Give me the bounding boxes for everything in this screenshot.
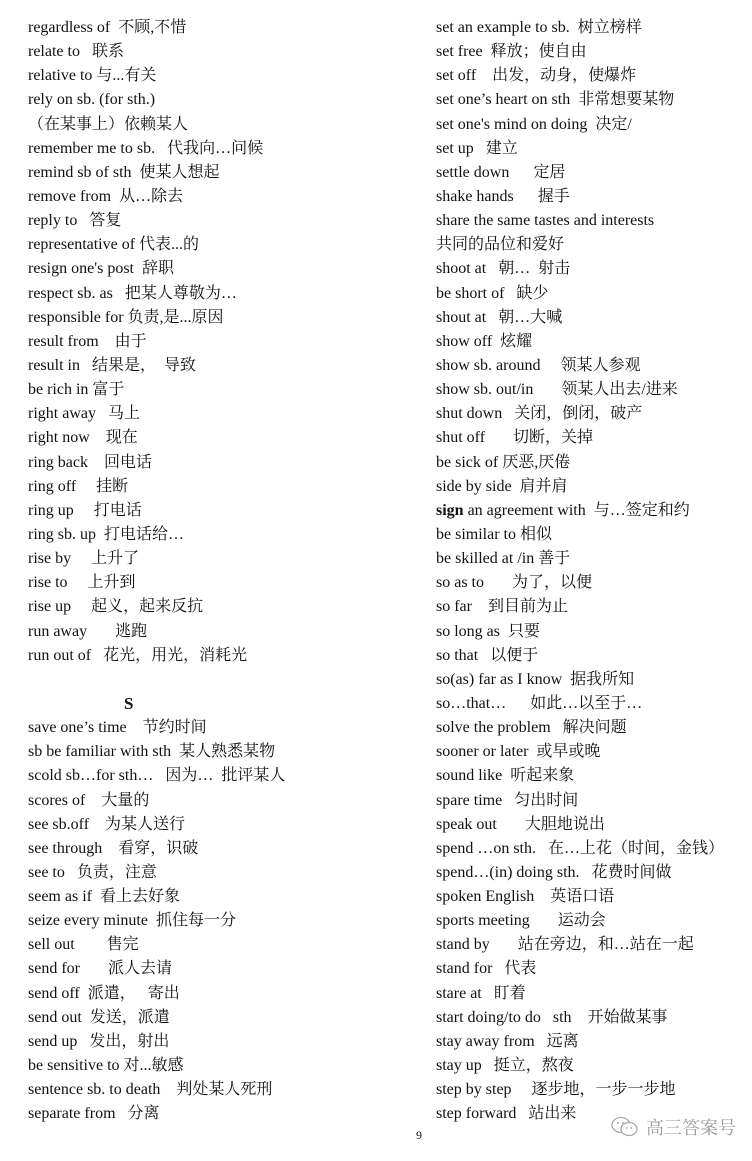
phrase-entry: remind sb of sth 使某人想起 <box>28 163 220 181</box>
phrase-entry: separate from 分离 <box>28 1105 160 1123</box>
phrase-entry: set up 建立 <box>436 139 518 157</box>
phrase-entry <box>28 668 358 692</box>
phrase-entry: speak out 大胆地说出 <box>436 815 605 833</box>
phrase-entry: set one's mind on doing 决定/ <box>436 115 632 133</box>
phrase-entry: send for 派人去请 <box>28 960 172 978</box>
phrase-entry: spend …on sth. 在…上花（时间，金钱） <box>436 839 725 857</box>
phrase-entry: save one’s time 节约时间 <box>28 719 207 737</box>
phrase-entry: share the same tastes and interests <box>436 212 655 230</box>
phrase-entry: sound like 听起来象 <box>436 767 575 785</box>
phrase-entry: step forward 站出来 <box>436 1105 577 1123</box>
phrase-entry: rely on sb. (for sth.) <box>28 91 156 109</box>
phrase-entry: scores of 大量的 <box>28 791 150 809</box>
phrase-entry: so(as) far as I know 据我所知 <box>436 670 635 688</box>
left-column <box>28 16 358 1126</box>
phrase-entry: solve the problem 解决问题 <box>436 719 627 737</box>
watermark-text: 高三答案号 <box>646 1118 736 1139</box>
phrase-entry: 共同的品位和爱好 <box>436 236 565 254</box>
phrase-entry: set an example to sb. 树立榜样 <box>436 19 642 36</box>
phrase-entry: reply to 答复 <box>28 212 122 230</box>
phrase-entry: set one’s heart on sth 非常想要某物 <box>436 91 675 109</box>
watermark <box>610 1114 736 1140</box>
wechat-icon <box>610 1115 640 1139</box>
phrase-entry: so far 到目前为止 <box>436 598 568 616</box>
phrase-entry: stare at 盯着 <box>436 984 526 1002</box>
phrase-entry: so long as 只要 <box>436 622 541 640</box>
phrase-entry: see sb.off 为某人送行 <box>28 815 186 833</box>
phrase-entry <box>436 499 746 523</box>
phrase-entry: seize every minute 抓住每一分 <box>28 912 236 930</box>
phrase-entry: scold sb…for sth… 因为… 批评某人 <box>28 767 286 785</box>
phrase-entry: rise by 上升了 <box>28 550 140 568</box>
phrase-entry: send out 发送，派遣 <box>28 1008 170 1026</box>
phrase-entry: sentence sb. to death 判处某人死刑 <box>28 1081 273 1099</box>
phrase-entry: show sb. around 领某人参观 <box>436 356 641 374</box>
phrase-entry: show off 炫耀 <box>436 332 533 350</box>
phrase-entry: shout at 朝…大喊 <box>436 308 563 326</box>
phrase-entry: ring sb. up 打电话给… <box>28 525 185 543</box>
phrase-entry: send up 发出，射出 <box>28 1032 170 1050</box>
phrase-entry: see through 看穿，识破 <box>28 839 199 857</box>
phrase-entry: settle down 定居 <box>436 163 566 181</box>
phrase-entry: responsible for 负责,是...原因 <box>28 308 224 326</box>
phrase-entry: be skilled at /in 善于 <box>436 550 571 568</box>
phrase-entry: show sb. out/in 领某人出去/进来 <box>436 381 678 399</box>
phrase-entry: respect sb. as 把某人尊敬为… <box>28 284 237 302</box>
phrase-entry: so that 以便于 <box>436 646 539 664</box>
phrase-entry: rise up 起义，起来反抗 <box>28 598 204 616</box>
phrase-entry: sports meeting 运动会 <box>436 912 606 930</box>
phrase-entry: stand for 代表 <box>436 960 537 978</box>
phrase-entry: so…that… 如此…以至于… <box>436 694 643 712</box>
phrase-entry: step by step 逐步地，一步一步地 <box>436 1081 676 1099</box>
phrase-entry: regardless of 不顾,不惜 <box>28 19 187 36</box>
phrase-entry: shoot at 朝… 射击 <box>436 260 571 278</box>
phrase-entry: set off 出发，动身，使爆炸 <box>436 67 637 85</box>
phrase-text: an agreement with 与…签定和约 <box>463 501 690 519</box>
phrase-entry: see to 负责，注意 <box>28 863 157 881</box>
phrase-entry: result in 结果是， 导致 <box>28 356 196 374</box>
phrase-entry: shut off 切断，关掉 <box>436 429 594 447</box>
phrase-entry: spend…(in) doing sth. 花费时间做 <box>436 863 672 881</box>
phrase-entry: be sensitive to 对...敏感 <box>28 1057 184 1075</box>
phrase-entry: stand by 站在旁边，和…站在一起 <box>436 936 694 954</box>
phrase-entry: run out of 花光，用光，消耗光 <box>28 646 248 664</box>
phrase-entry: sell out 售完 <box>28 936 139 954</box>
phrase-entry: sooner or later 或早或晚 <box>436 743 601 761</box>
phrase-entry: remember me to sb. 代我向…问候 <box>28 139 264 157</box>
right-column <box>436 16 746 1126</box>
phrase-entry: resign one's post 辞职 <box>28 260 174 278</box>
phrase-entry: spoken English 英语口语 <box>436 888 615 906</box>
phrase-entry: send off 派遣， 寄出 <box>28 984 180 1002</box>
phrase-entry: ring back 回电话 <box>28 453 152 471</box>
phrase-entry: relate to 联系 <box>28 43 124 61</box>
phrase-entry: start doing/to do sth 开始做某事 <box>436 1008 668 1026</box>
phrase-entry: ring up 打电话 <box>28 501 142 519</box>
phrase-entry: shake hands 握手 <box>436 187 570 205</box>
phrase-entry: be rich in 富于 <box>28 381 125 399</box>
phrase-entry: relative to 与...有关 <box>28 67 157 85</box>
phrase-entry: ring off 挂断 <box>28 477 129 495</box>
phrase-entry: remove from 从…除去 <box>28 187 184 205</box>
phrase-entry: be short of 缺少 <box>436 284 549 302</box>
phrase-entry: shut down 关闭，倒闭，破产 <box>436 405 643 423</box>
phrase-entry: be sick of 厌恶,厌倦 <box>436 453 571 471</box>
phrase-entry: set free 释放；使自由 <box>436 43 587 61</box>
phrase-entry: stay away from 远离 <box>436 1032 579 1050</box>
phrase-bold-keyword: sign <box>436 501 464 519</box>
phrase-entry: spare time 匀出时间 <box>436 791 579 809</box>
phrase-entry: representative of 代表...的 <box>28 236 200 254</box>
phrase-entry: seem as if 看上去好象 <box>28 888 180 906</box>
phrase-entry: so as to 为了，以便 <box>436 574 593 592</box>
phrase-entry: right away 马上 <box>28 405 140 423</box>
phrase-entry: rise to 上升到 <box>28 574 136 592</box>
phrase-entry: result from 由于 <box>28 332 147 350</box>
phrase-entry: run away 逃跑 <box>28 622 148 640</box>
phrase-entry: be similar to 相似 <box>436 525 552 543</box>
phrase-entry: right now 现在 <box>28 429 138 447</box>
phrase-entry: sb be familiar with sth 某人熟悉某物 <box>28 743 276 761</box>
phrase-entry: （在某事上）依赖某人 <box>28 115 189 133</box>
section-heading: S <box>124 693 134 713</box>
page-number: 9 <box>416 1128 422 1142</box>
phrase-entry: stay up 挺立，熬夜 <box>436 1057 574 1075</box>
phrase-entry: side by side 肩并肩 <box>436 477 568 495</box>
